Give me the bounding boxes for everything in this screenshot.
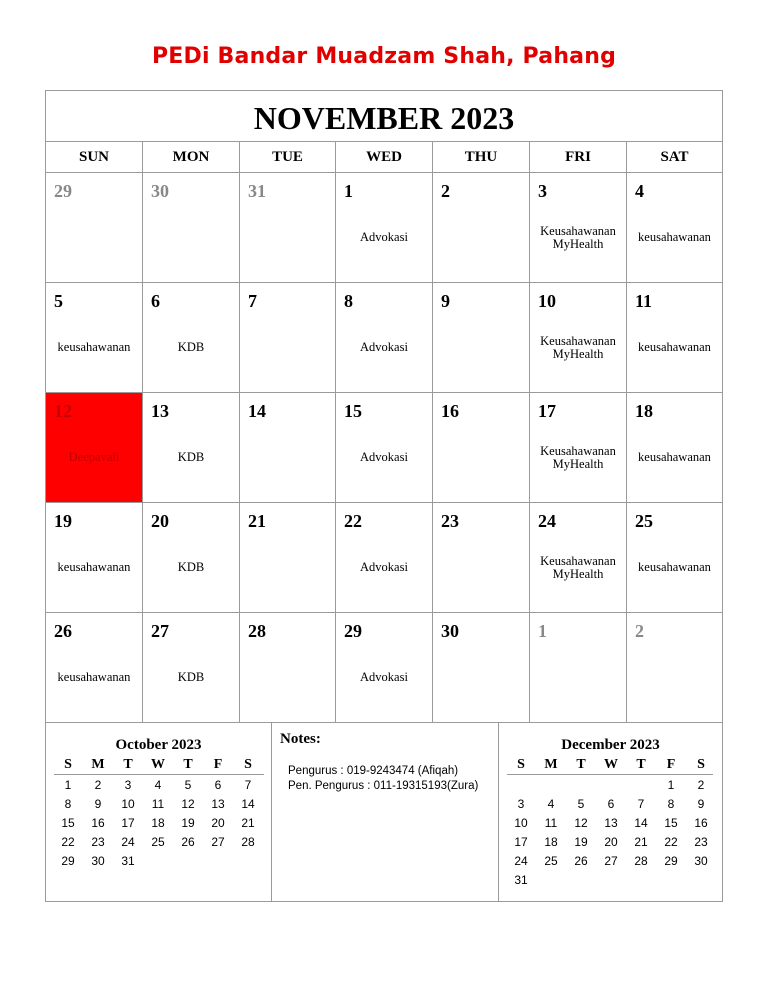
mini-day: 12 [574, 816, 588, 830]
mini-day: 4 [154, 778, 162, 792]
mini-day: 5 [184, 778, 192, 792]
event-label: Advokasi [360, 450, 408, 464]
mini-day: 12 [181, 797, 195, 811]
day-cell [627, 173, 722, 283]
mini-day: 1 [667, 778, 675, 792]
event-label: keusahawanan [638, 450, 711, 464]
day-cell [46, 173, 143, 283]
mini-day: 31 [514, 873, 528, 887]
mini-day: 13 [211, 797, 225, 811]
day-cell [433, 613, 530, 723]
calendar [45, 90, 723, 902]
notes-line: Pen. Pengurus : 011-19315193(Zura) [288, 780, 479, 792]
day-number: 20 [151, 511, 169, 531]
weekday-header: TUE [240, 142, 336, 172]
mini-header-rule [54, 774, 264, 775]
mini-weekday-header: F [666, 757, 676, 772]
day-cell [433, 283, 530, 393]
day-cell [627, 283, 722, 393]
day-number: 31 [248, 181, 266, 201]
day-number: 2 [441, 181, 450, 201]
mini-weekday-header: W [151, 757, 165, 772]
mini-day: 14 [241, 797, 255, 811]
mini-day: 2 [94, 778, 102, 792]
day-number: 16 [441, 401, 459, 421]
mini-weekday-header: S [64, 757, 72, 772]
day-cell [143, 393, 240, 503]
mini-day: 22 [61, 835, 75, 849]
mini-day: 17 [121, 816, 135, 830]
mini-weekday-header: W [604, 757, 618, 772]
mini-day: 3 [517, 797, 525, 811]
mini-day: 6 [607, 797, 615, 811]
day-number: 11 [635, 291, 653, 311]
mini-weekday-header: M [544, 757, 558, 772]
mini-day: 31 [121, 854, 135, 868]
day-number: 27 [151, 621, 169, 641]
day-number: 30 [151, 181, 169, 201]
mini-weekday-header: T [183, 757, 193, 772]
event-label: keusahawanan [638, 230, 711, 244]
event-label: Advokasi [360, 670, 408, 684]
day-number: 6 [151, 291, 160, 311]
day-cell [336, 393, 433, 503]
weekday-header: SUN [46, 142, 143, 172]
mini-weekday-header: S [697, 757, 705, 772]
day-cell [336, 173, 433, 283]
weekday-header: THU [433, 142, 530, 172]
day-number: 7 [248, 291, 257, 311]
mini-day: 10 [121, 797, 135, 811]
day-cell [46, 503, 143, 613]
event-label: keusahawanan [57, 340, 131, 354]
mini-day: 24 [514, 854, 528, 868]
mini-day: 17 [514, 835, 528, 849]
day-number: 13 [151, 401, 169, 421]
day-number: 1 [344, 181, 353, 201]
weekday-header-row [46, 142, 722, 173]
month-title: NOVEMBER 2023 [46, 91, 722, 142]
event-label: KDB [177, 560, 205, 574]
mini-day: 25 [544, 854, 558, 868]
mini-day: 29 [61, 854, 75, 868]
mini-day: 16 [91, 816, 105, 830]
weekday-header: MON [143, 142, 240, 172]
day-number: 3 [538, 181, 547, 201]
day-cell [530, 503, 627, 613]
mini-day: 29 [664, 854, 678, 868]
mini-day: 1 [64, 778, 72, 792]
event-label: KDB [177, 670, 205, 684]
day-cell [240, 613, 336, 723]
notes-title: Notes: [280, 731, 321, 747]
event-label: Keusahawanan MyHealth [540, 334, 616, 361]
weekday-header: FRI [530, 142, 627, 172]
event-label: Advokasi [360, 560, 408, 574]
day-number: 24 [538, 511, 556, 531]
organization-title: PEDi Bandar Muadzam Shah, Pahang [151, 44, 617, 69]
event-label: KDB [177, 340, 205, 354]
mini-day: 22 [664, 835, 678, 849]
event-label: keusahawanan [57, 560, 131, 574]
day-number: 30 [441, 621, 459, 641]
event-label: Keusahawanan MyHealth [540, 224, 616, 251]
mini-calendar-title: October 2023 [115, 737, 202, 753]
day-number: 17 [538, 401, 556, 421]
mini-day: 14 [634, 816, 648, 830]
day-cell [143, 173, 240, 283]
mini-day: 10 [514, 816, 528, 830]
mini-weekday-header: S [517, 757, 525, 772]
mini-day: 3 [124, 778, 132, 792]
day-cell [143, 503, 240, 613]
day-number: 28 [248, 621, 266, 641]
event-label: keusahawanan [638, 560, 711, 574]
day-number: 29 [54, 181, 72, 201]
day-cell [336, 283, 433, 393]
mini-day: 6 [214, 778, 222, 792]
mini-day: 28 [241, 835, 255, 849]
day-number: 14 [248, 401, 266, 421]
day-cell [530, 393, 627, 503]
mini-day: 2 [697, 778, 705, 792]
day-cell [240, 173, 336, 283]
mini-calendar-december [498, 723, 722, 901]
mini-day: 9 [697, 797, 705, 811]
day-cell [433, 173, 530, 283]
mini-day: 26 [574, 854, 588, 868]
mini-day: 24 [121, 835, 135, 849]
day-cell [46, 393, 143, 503]
day-cell [433, 393, 530, 503]
day-number: 9 [441, 291, 450, 311]
day-cell [336, 613, 433, 723]
day-number: 10 [538, 291, 556, 311]
day-number: 18 [635, 401, 653, 421]
day-cell [530, 283, 627, 393]
mini-day: 21 [241, 816, 255, 830]
mini-calendar-title: December 2023 [561, 737, 660, 753]
mini-weekday-header: F [213, 757, 223, 772]
day-cell [627, 613, 722, 723]
mini-day: 7 [244, 778, 252, 792]
day-number: 1 [538, 621, 547, 641]
day-cell [240, 503, 336, 613]
day-cell [627, 393, 722, 503]
event-label: Deepavali [68, 450, 120, 464]
day-number: 25 [635, 511, 653, 531]
mini-weekday-header: M [91, 757, 105, 772]
notes-line: Pengurus : 019-9243474 (Afiqah) [288, 765, 459, 777]
day-cell [143, 613, 240, 723]
mini-day: 30 [694, 854, 708, 868]
mini-day: 4 [547, 797, 555, 811]
day-cell [433, 503, 530, 613]
weekday-header: WED [336, 142, 433, 172]
day-number: 26 [54, 621, 72, 641]
day-number: 23 [441, 511, 459, 531]
event-label: Advokasi [360, 340, 408, 354]
mini-day: 15 [61, 816, 75, 830]
day-number: 5 [54, 291, 63, 311]
mini-day: 18 [151, 816, 165, 830]
day-number: 2 [635, 621, 644, 641]
weekday-header: SAT [660, 149, 689, 165]
mini-day: 5 [577, 797, 585, 811]
mini-calendar-october [46, 723, 272, 901]
day-number: 8 [344, 291, 353, 311]
event-label: KDB [177, 450, 205, 464]
mini-day: 20 [604, 835, 618, 849]
footer-section [46, 723, 722, 901]
mini-day: 25 [151, 835, 165, 849]
day-cell [143, 283, 240, 393]
mini-day: 27 [211, 835, 225, 849]
event-label: keusahawanan [57, 670, 131, 684]
mini-day: 18 [544, 835, 558, 849]
mini-day: 27 [604, 854, 618, 868]
mini-day: 11 [544, 816, 558, 830]
day-number: 12 [54, 401, 72, 421]
mini-day: 13 [604, 816, 618, 830]
mini-day: 28 [634, 854, 648, 868]
mini-day: 16 [694, 816, 708, 830]
mini-day: 23 [91, 835, 105, 849]
notes-panel [272, 723, 498, 901]
day-cell [530, 613, 627, 723]
mini-weekday-header: S [244, 757, 252, 772]
mini-day: 9 [94, 797, 102, 811]
mini-day: 11 [151, 797, 165, 811]
mini-weekday-header: T [576, 757, 586, 772]
mini-weekday-header: T [636, 757, 646, 772]
day-number: 21 [248, 511, 266, 531]
day-cell [240, 283, 336, 393]
day-number: 15 [344, 401, 362, 421]
day-number: 19 [54, 511, 72, 531]
mini-day: 8 [667, 797, 675, 811]
day-number: 29 [344, 621, 362, 641]
event-label: Keusahawanan MyHealth [540, 444, 616, 471]
day-cell [627, 503, 722, 613]
event-label: keusahawanan [638, 340, 711, 354]
day-cell [240, 393, 336, 503]
day-number: 22 [344, 511, 362, 531]
mini-day: 30 [91, 854, 105, 868]
mini-day: 26 [181, 835, 195, 849]
event-label: Keusahawanan MyHealth [540, 554, 616, 581]
mini-day: 15 [664, 816, 678, 830]
mini-day: 19 [181, 816, 195, 830]
day-cell [46, 283, 143, 393]
event-label: Advokasi [360, 230, 408, 244]
mini-day: 23 [694, 835, 708, 849]
day-cell [336, 503, 433, 613]
mini-weekday-header: T [123, 757, 133, 772]
mini-header-rule [507, 774, 713, 775]
mini-day: 19 [574, 835, 588, 849]
mini-day: 8 [64, 797, 72, 811]
day-number: 4 [635, 181, 644, 201]
mini-day: 20 [211, 816, 225, 830]
mini-day: 7 [637, 797, 645, 811]
day-cell [530, 173, 627, 283]
mini-day: 21 [634, 835, 648, 849]
day-cell [46, 613, 143, 723]
